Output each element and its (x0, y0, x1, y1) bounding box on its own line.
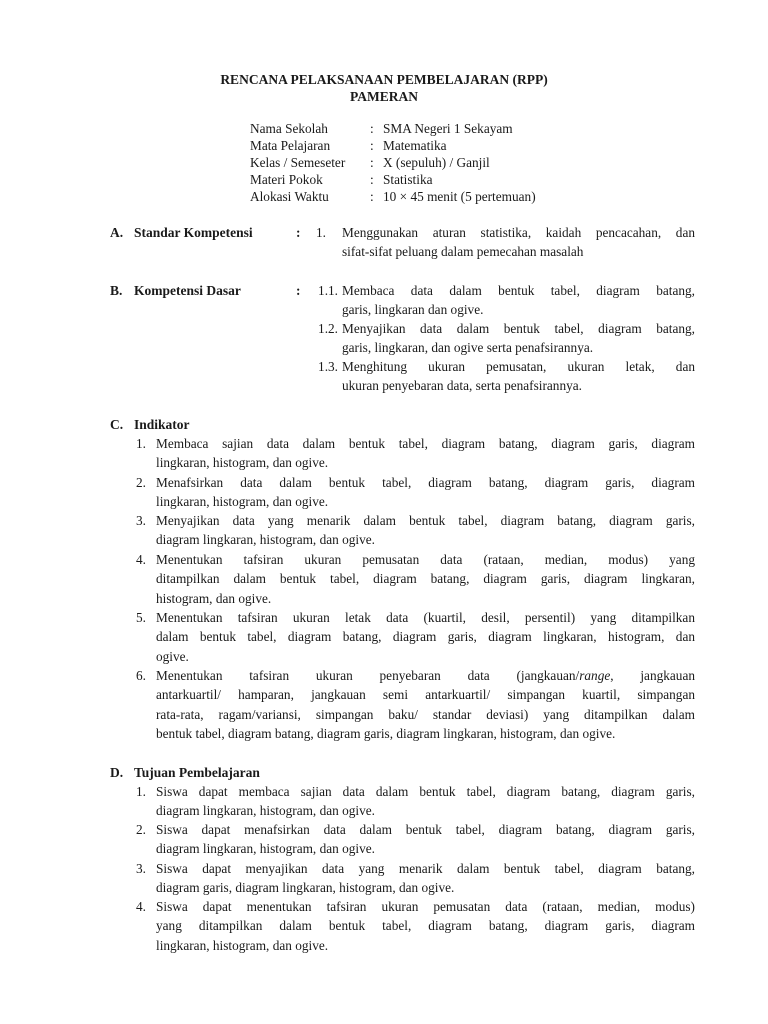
text-line: diagram lingkaran, histogram, dan ogive. (156, 841, 375, 857)
section-title: Indikator (134, 417, 190, 432)
text-line: Menentukan tafsiran ukuran letak data (kuartil, desil, persentil) yang ditampilkan (156, 610, 695, 625)
section-title: Tujuan Pembelajaran (134, 765, 260, 780)
text-line: Menentukan tafsiran ukuran penyebaran data (jangkauan/range, jangkauan (156, 668, 695, 683)
text-line: dalam bentuk tabel, diagram batang, diagram garis, diagram lingkaran, histogram, dan (156, 629, 695, 645)
list-item-text (156, 434, 695, 473)
text-line: Menggunakan aturan statistika, kaidah pencacahan, dan (342, 225, 695, 240)
list-item-text (156, 511, 695, 550)
text-line: bentuk tabel, diagram batang, diagram garis, diagram lingkaran, histogram, dan ogive. (156, 725, 616, 741)
text-line: histogram, dan ogive. (156, 590, 272, 606)
identity-value: Statistika (383, 172, 433, 187)
item-number: 2. (136, 822, 146, 837)
identity-colon: : (370, 138, 374, 153)
item-number: 3. (136, 861, 146, 876)
identity-label: Alokasi Waktu (250, 189, 329, 204)
text-line: ogive. (156, 648, 189, 664)
text-line: antarkuartil/ hamparan, jangkauan semi antarkuartil/ simpangan kuartil, simpangan (156, 687, 695, 703)
text-line: garis, lingkaran dan ogive. (342, 302, 484, 318)
section-letter: A. (110, 225, 124, 240)
identity-label: Nama Sekolah (250, 121, 328, 136)
item-number: 4. (136, 552, 146, 567)
identity-value: 10 × 45 menit (5 pertemuan) (383, 189, 536, 204)
text-line: Menyajikan data dalam bentuk tabel, diagram batang, (342, 321, 695, 336)
item-number: 4. (136, 899, 146, 914)
text-line: rata-rata, ragam/variansi, simpangan baku/ standar deviasi) yang ditampilkan dalam (156, 706, 695, 722)
list-item-text (156, 782, 695, 821)
section-letter: B. (110, 283, 123, 298)
list-item-text (342, 223, 695, 262)
text-line: lingkaran, histogram, dan ogive. (156, 494, 329, 510)
text-line: yang ditampilkan dalam bentuk tabel, diagram batang, diagram garis, diagram (156, 918, 695, 934)
item-number: 6. (136, 668, 146, 683)
text-line: ukuran penyebaran data, serta penafsirannya. (342, 378, 582, 394)
section-letter: C. (110, 417, 124, 432)
list-item-text (342, 281, 695, 320)
section-title: Standar Kompetensi (134, 225, 253, 240)
list-item-text (156, 820, 695, 859)
text-line: Membaca sajian data dalam bentuk tabel, diagram batang, diagram garis, diagram (156, 436, 695, 451)
section-letter: D. (110, 765, 124, 780)
section-colon: : (296, 225, 301, 240)
text-line: diagram lingkaran, histogram, dan ogive. (156, 532, 375, 548)
identity-value: SMA Negeri 1 Sekayam (383, 121, 513, 136)
text-line: Membaca data dalam bentuk tabel, diagram batang, (342, 283, 695, 298)
item-number: 1.2. (318, 321, 338, 336)
identity-colon: : (370, 155, 374, 170)
list-item-text (342, 319, 695, 358)
list-item-text (156, 897, 695, 955)
list-item-text (342, 357, 695, 396)
item-number: 2. (136, 475, 146, 490)
item-number: 1.3. (318, 359, 338, 374)
identity-colon: : (370, 189, 374, 204)
list-item-text (156, 473, 695, 512)
text-line: Siswa dapat menafsirkan data dalam bentuk tabel, diagram batang, diagram garis, (156, 822, 695, 837)
italic-term: range (579, 668, 611, 683)
list-item-text (156, 550, 695, 608)
identity-label: Mata Pelajaran (250, 138, 331, 153)
text-line: Menafsirkan data dalam bentuk tabel, diagram batang, diagram garis, diagram (156, 475, 695, 490)
text-line: Menyajikan data yang menarik dalam bentuk tabel, diagram batang, diagram garis, (156, 513, 695, 528)
text-line: diagram lingkaran, histogram, dan ogive. (156, 803, 375, 819)
identity-colon: : (370, 172, 374, 187)
text-line: sifat-sifat peluang dalam pemecahan masalah (342, 244, 584, 260)
text-line: diagram garis, diagram lingkaran, histogram, dan ogive. (156, 880, 455, 896)
identity-label: Kelas / Semeseter (250, 155, 346, 170)
text-line: garis, lingkaran, dan ogive serta penafsirannya. (342, 340, 594, 356)
text-line: lingkaran, histogram, dan ogive. (156, 455, 329, 471)
text-line: Siswa dapat menentukan tafsiran ukuran pemusatan data (rataan, median, modus) (156, 899, 695, 914)
list-item-text (156, 608, 695, 666)
text-line: lingkaran, histogram, dan ogive. (156, 937, 329, 953)
identity-value: Matematika (383, 138, 447, 153)
text-line: ditampilkan dalam bentuk tabel, diagram batang, diagram garis, diagram lingkaran, (156, 571, 695, 587)
text-line: Menentukan tafsiran ukuran pemusatan data (rataan, median, modus) yang (156, 552, 695, 567)
document-subtitle: PAMERAN (350, 89, 418, 104)
text-line: Siswa dapat membaca sajian data dalam bentuk tabel, diagram batang, diagram garis, (156, 784, 695, 799)
section-title: Kompetensi Dasar (134, 283, 241, 298)
identity-value: X (sepuluh) / Ganjil (383, 155, 490, 170)
item-number: 1. (136, 436, 146, 451)
identity-label: Materi Pokok (250, 172, 323, 187)
item-number: 1. (316, 225, 326, 240)
text-line: Menghitung ukuran pemusatan, ukuran letak, dan (342, 359, 695, 374)
text-line: Siswa dapat menyajikan data yang menarik dalam bentuk tabel, diagram batang, (156, 861, 695, 876)
list-item-text (156, 666, 695, 743)
list-item-text (156, 859, 695, 898)
identity-colon: : (370, 121, 374, 136)
item-number: 5. (136, 610, 146, 625)
document-title: RENCANA PELAKSANAAN PEMBELAJARAN (RPP) (220, 72, 548, 87)
section-colon: : (296, 283, 301, 298)
item-number: 3. (136, 513, 146, 528)
item-number: 1.1. (318, 283, 338, 298)
item-number: 1. (136, 784, 146, 799)
